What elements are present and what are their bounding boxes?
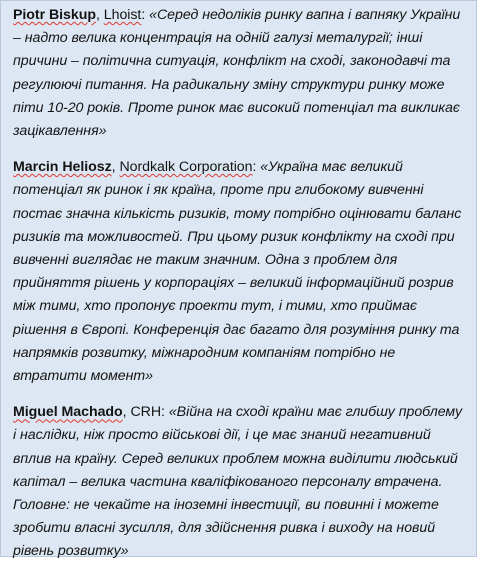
separator: ,: [111, 159, 120, 176]
speaker-company: Lhoist: [103, 7, 142, 23]
speaker-company: CRH: [130, 404, 162, 421]
quote-marcin-heliosz: [13, 156, 468, 388]
separator: :: [141, 7, 150, 23]
speaker-company: Nordkalk Corporation: [119, 159, 253, 176]
quote-text: «Війна на сході країни має глибшу проблему і наслідки, ніж просто військові дії, і це має знаний негативний вплив на країну. Серед великих проблем можна виділити людський капітал – велика частина кваліфікованого персоналу втрачена. Головне: не чекайте на іноземні інвестиції, ви повинні і можете зробити власні зусилля, для здійснення ривка і виходу на новий рівень розвитку»: [13, 404, 462, 560]
separator: ,: [95, 7, 104, 23]
separator: :: [161, 404, 169, 421]
quote-text: «Україна має великий потенціал як ринок і як країна, проте при глибокому вивченні постає значна кількість ризиків, тому потрібно оцінювати баланс ризиків та можливостей. При цьому ризик конфлікту на сході при вивченні виглядає не таким значним. Одна з проблем для прийняття рішень у корпораціях – великий інформаційний розрив між тими, хто пропонує проекти тут, і тими, хто приймає рішення в Європі. Конференція дає багато для розуміння ринку та напрямків розвитку, міжнародним компаніям потрібно не втратити момент»: [13, 159, 462, 385]
quote-miguel-machado: [13, 401, 468, 563]
quote-piotr-biskup: [13, 4, 468, 143]
speaker-name: Marcin Heliosz: [13, 159, 112, 176]
separator: ,: [122, 404, 131, 421]
separator: :: [252, 159, 261, 176]
speaker-name: Miguel Machado: [13, 404, 123, 421]
quote-text: «Серед недоліків ринку вапна і вапняку України – надто велика концентрація на одній галузі металургії; інші причини – політична ситуація, конфлікт на сході, законодавчі та регулюючі питання. На радикальну зміну структури ринку може піти 10-20 років. Проте ринок має високий потенціал та викликає зацікавлення»: [13, 7, 461, 140]
speaker-name: Piotr Biskup: [13, 7, 96, 23]
